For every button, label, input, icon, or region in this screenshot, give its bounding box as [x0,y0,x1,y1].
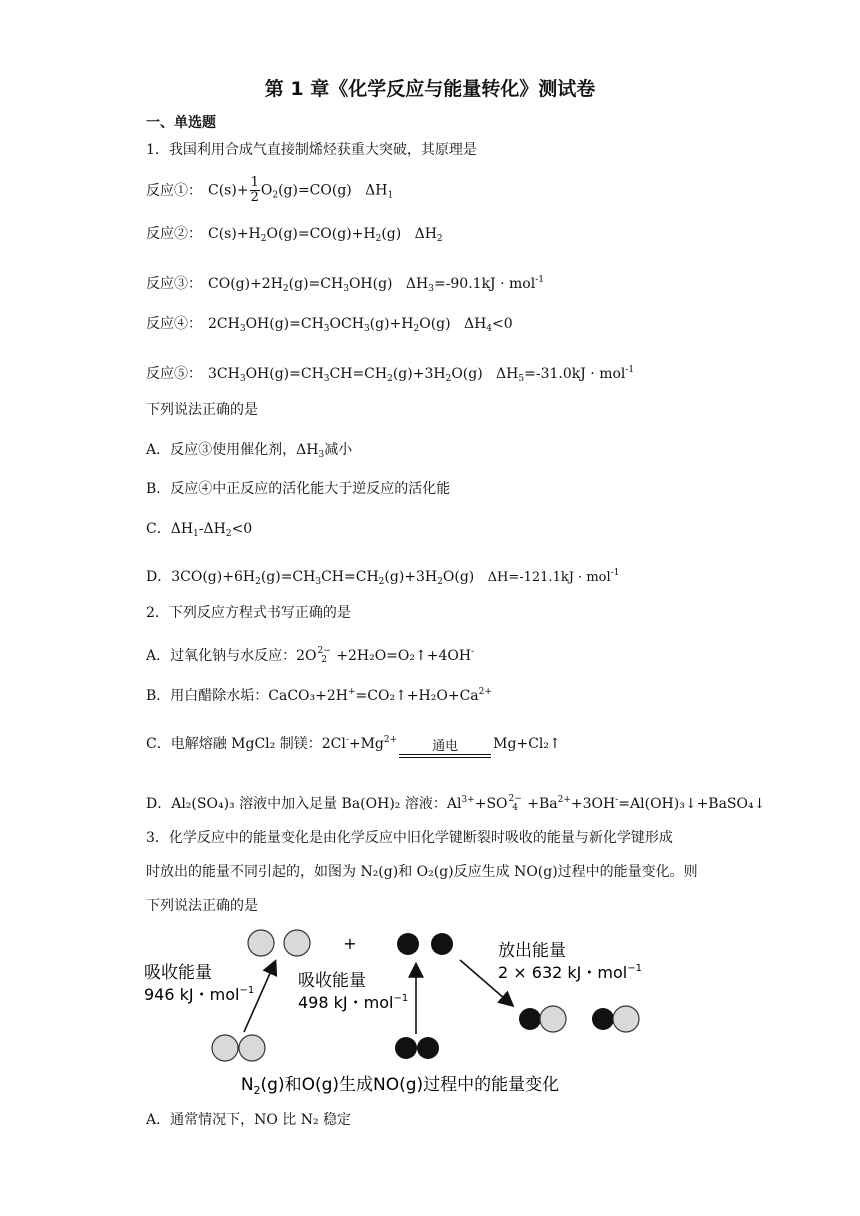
q3-stem-line-1: 3．化学反应中的能量变化是由化学反应中旧化学键断裂时吸收的能量与新化学键形成 [146,830,673,846]
energy-diagram [140,920,660,1100]
q2-option-c[interactable]: C．电解熔融 MgCl₂ 制镁：$2Cl^-+Mg^{2+}$ 通电 Mg+Cl₂↑ [146,720,561,764]
nitrogen-atom [212,1035,238,1061]
q1-option-c[interactable]: C．$\Delta H_1-\Delta H_2<0$ [146,521,253,539]
oxygen-atom [519,1008,541,1030]
q2-option-b[interactable]: B．用白醋除水垢：$CaCO_3+2H^+=CO_2↑+H_2O+Ca^{2+}$ [146,687,492,704]
q1-reaction-1: 反应①： C(s)+ $\frac{1}{2}$ $O_2(g)=CO(g)$ $\Delta H_1$ [146,175,394,205]
absorb-value-1: 946 kJ・mol$^{-1}$ [144,985,255,1004]
nitrogen-atom [284,930,310,956]
q1-option-b[interactable]: B．反应④中正反应的活化能大于逆反应的活化能 [146,481,451,497]
q1-option-d[interactable]: D．$3CO(g)+6H_2(g)=CH_3CH=CH_2(g)+3H_2O(g)$ ΔH=-121.1kJ · mol$^{-1}$ [146,568,620,587]
oxygen-atom [431,933,453,955]
q1-ask: 下列说法正确的是 [146,402,258,418]
q3-option-a[interactable]: A．通常情况下，NO 比 N₂ 稳定 [146,1112,352,1128]
figure-caption: $N_2(g)$和O(g)生成NO(g)过程中的能量变化 [240,1075,560,1097]
release-value: 2 × 632 kJ・mol$^{-1}$ [498,963,642,982]
oxygen-atom [397,933,419,955]
q2-option-d[interactable]: D．Al₂(SO₄)₃ 溶液中加入足量 Ba(OH)₂ 溶液：$Al^{3+}+SO$ 2− 4 $+Ba^{2+}+3OH^-=Al(OH)_3↓+BaSO_4↓$ [146,794,766,813]
q1-reaction-2: 反应②： $C(s)+H_2O(g)=CO(g)+H_2(g)$ $\Delta H_2$ [146,226,443,244]
fraction-one-half: $\frac{1}{2}$ [250,175,259,205]
q1-stem: 1．我国利用合成气直接制烯烃获重大突破，其原理是 [146,142,477,158]
nitrogen-atom [540,1006,566,1032]
q2-option-a[interactable]: A．过氧化钠与水反应：2O 2− 2 +2H₂O=O₂↑+4OH- [146,646,475,665]
absorb-value-2: 498 kJ・mol$^{-1}$ [298,993,409,1012]
arrow [244,962,275,1032]
electrolysis-arrow: 通电 [399,740,491,764]
q2-stem: 2．下列反应方程式书写正确的是 [146,605,351,621]
q1-option-a[interactable]: A．反应③使用催化剂，$\Delta H_3$减小 [146,442,353,460]
absorb-label-1: 吸收能量 [144,963,212,983]
oxygen-atom [417,1037,439,1059]
nitrogen-atom [239,1035,265,1061]
absorb-label-2: 吸收能量 [298,971,366,991]
q3-stem-line-3: 下列说法正确的是 [146,898,258,914]
oxygen-atom [592,1008,614,1030]
oxygen-atom [395,1037,417,1059]
nitrogen-atom [613,1006,639,1032]
q1-reaction-3: 反应③： $CO(g)+2H_2(g)=CH_3OH(g)$ $\Delta H_3=-90.1kJ \cdot mol^{-1}$ [146,275,544,294]
q3-stem-line-2: 时放出的能量不同引起的，如图为 N₂(g)和 O₂(g)反应生成 NO(g)过程中的能量变化。则 [146,864,698,880]
q1-reaction-5: 反应⑤： $3CH_3OH(g)=CH_3CH=CH_2(g)+3H_2O(g)$ $\Delta H_5=-31.0kJ \cdot mol^{-1}$ [146,365,635,384]
nitrogen-atom [248,930,274,956]
section-heading: 一、单选题 [146,115,216,131]
page-title: 第 1 章《化学反应与能量转化》测试卷 [264,78,596,100]
plus-sign: + [343,934,357,953]
q1-reaction-4: 反应④： $2CH_3OH(g)=CH_3OCH_3(g)+H_2O(g)$ $\Delta H_4<0$ [146,316,513,334]
release-label: 放出能量 [498,941,566,961]
